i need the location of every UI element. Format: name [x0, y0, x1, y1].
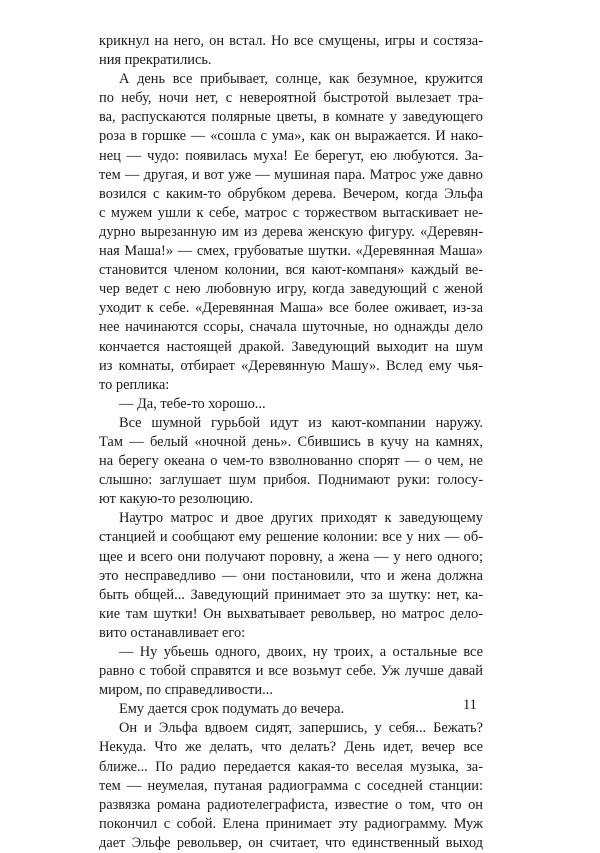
text-line: ва, распускаются полярные цветы, в комнате у заведующего [99, 109, 483, 126]
text-line: щее и всего они получают поровну, а жена — у него одного; [99, 548, 483, 565]
body-text [99, 32, 483, 853]
text-line: — Да, тебе-то хорошо... [119, 395, 266, 412]
text-line: ближе... По радио передается какая-то веселая музыка, за- [99, 758, 483, 775]
text-line: дает Эльфе револьвер, он считает, что единственный выход [99, 834, 483, 851]
text-line: кие там шутки! Он выхватывает револьвер, но матрос дело- [99, 605, 483, 622]
text-line: крикнул на него, он встал. Но все смущены, игры и состяза- [99, 33, 483, 49]
page-number: 11 [463, 697, 477, 713]
text-line: на берегу океана о чем-то взволнованно спорят — о чем, не [99, 453, 483, 470]
text-line: тем — другая, и вот уже — мушиная пара. Матрос уже давно [99, 166, 483, 183]
text-line: по небу, ночи нет, с невероятной быстротой вылезает тра- [99, 90, 483, 107]
text-line: то реплика: [99, 376, 170, 393]
text-line: Ему дается срок подумать до вечера. [119, 701, 345, 718]
text-line: вито останавливает его: [99, 624, 246, 641]
page-text [99, 32, 483, 853]
text-line: Наутро матрос и двое других приходят к заведующему [119, 510, 483, 527]
text-line: быть общей... Заведующий принимает это за шутку: нет, ка- [99, 586, 483, 603]
text-line: Некуда. Что же делать, что делать? День идет, вечер все [99, 739, 483, 756]
text-line: дурно вырезанную им из дерева женскую фигуру. «Деревян- [99, 223, 483, 240]
text-line: равно с тобой справятся и все возьмут себе. Уж лучше давай [99, 663, 483, 680]
text-line: с мужем ушли к себе, матрос с торжеством вытаскивает не- [99, 204, 483, 221]
text-line: ния прекратились. [99, 52, 212, 69]
text-line: развязка романа радиотелеграфиста, известие о том, что он [99, 796, 483, 813]
text-line: Там — белый «ночной день». Сбившись в кучу на камнях, [99, 433, 483, 450]
text-line: — Ну убьешь одного, двоих, ну троих, а остальные все [119, 644, 483, 660]
text-line: возился с каким-то обрубком дерева. Вечером, когда Эльфа [99, 185, 483, 202]
text-line: это несправедливо — они постановили, что и жена должна [99, 567, 483, 584]
text-line: роза в горшке — «сошла с ума», как он выражается. И нако- [99, 128, 483, 145]
text-line: станцией и сообщают ему решение колонии: все у них — об- [99, 529, 483, 546]
text-line: нец — чудо: появилась муха! Ее берегут, ею любуются. За- [99, 147, 483, 164]
text-line: кончается настоящей дракой. Заведующий выходит на шум [99, 338, 483, 355]
text-line: становится членом колонии, вся кают-компаня» каждый ве- [99, 262, 483, 279]
text-line: покончил с собой. Елена принимает эту радиограмму. Муж [99, 815, 483, 832]
text-line: миром, по справедливости... [99, 682, 273, 699]
text-line: уходит к себе. «Деревянная Маша» все более оживает, из-за [99, 300, 483, 317]
text-line: ная Маша!» — смех, грубоватые шутки. «Деревянная Маша» [99, 243, 483, 260]
text-line: слышно: заглушает шум прибоя. Поднимают руки: голосу- [99, 472, 483, 489]
text-line: тем — неумелая, путаная радиограмма с соседней станции: [99, 777, 483, 794]
text-line: нее начинаются ссоры, сначала шуточные, но однажды дело [99, 319, 483, 336]
text-line: чер ведет с нею любовную игру, когда заведующий с женой [99, 281, 483, 298]
text-line: ют какую-то резолюцию. [99, 491, 254, 508]
text-line: А день все прибывает, солнце, как безумное, кружится [119, 71, 483, 88]
text-line: из комнаты, отбирает «Деревянную Машу». Вслед ему чья- [99, 357, 483, 374]
text-line: Он и Эльфа вдвоем сидят, запершись, у себя... Бежать? [119, 720, 483, 737]
text-line: Все шумной гурьбой идут из кают-компании наружу. [119, 414, 483, 431]
